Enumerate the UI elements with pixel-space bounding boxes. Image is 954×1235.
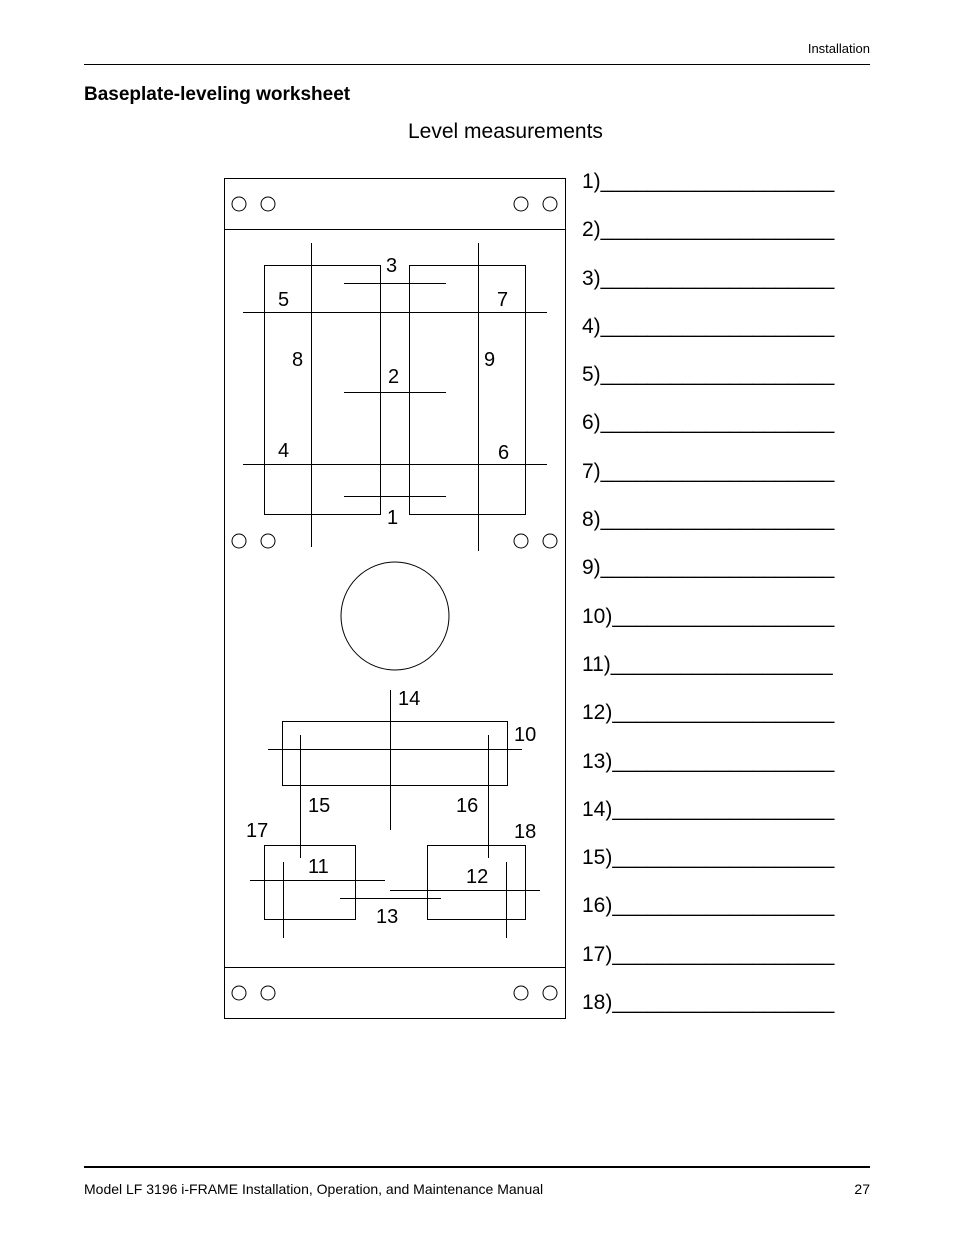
point-label-8: 8 bbox=[292, 349, 304, 371]
measurement-entry-6[interactable]: 6)____________________ bbox=[582, 411, 835, 435]
bolt-hole bbox=[543, 534, 557, 548]
point-label-5: 5 bbox=[278, 289, 290, 311]
measurement-entry-15[interactable]: 15)___________________ bbox=[582, 846, 835, 870]
point-label-1: 1 bbox=[387, 507, 399, 529]
measurement-entry-14[interactable]: 14)___________________ bbox=[582, 797, 835, 821]
bolt-hole bbox=[261, 197, 275, 211]
point-label-13: 13 bbox=[376, 906, 399, 928]
measurement-entry-17[interactable]: 17)___________________ bbox=[582, 942, 835, 966]
measurement-entry-3[interactable]: 3)____________________ bbox=[582, 266, 835, 290]
point-label-11: 11 bbox=[308, 856, 329, 878]
bolt-hole bbox=[261, 986, 275, 1000]
point-label-3: 3 bbox=[386, 255, 398, 277]
footer-manual-title: Model LF 3196 i-FRAME Installation, Operation, and Maintenance Manual bbox=[84, 1181, 544, 1197]
measurement-entry-16[interactable]: 16)___________________ bbox=[582, 894, 835, 918]
point-label-10: 10 bbox=[514, 724, 537, 746]
bolt-hole bbox=[232, 197, 246, 211]
bolt-hole bbox=[261, 534, 275, 548]
measurement-entry-2[interactable]: 2)____________________ bbox=[582, 218, 835, 242]
footer-rule bbox=[84, 1166, 870, 1168]
measurement-entry-4[interactable]: 4)____________________ bbox=[582, 314, 835, 338]
point-label-7: 7 bbox=[497, 289, 509, 311]
measurement-entry-18[interactable]: 18)___________________ bbox=[582, 991, 835, 1015]
point-label-18: 18 bbox=[514, 821, 537, 843]
point-label-15: 15 bbox=[308, 795, 331, 817]
point-label-17: 17 bbox=[246, 820, 269, 842]
measurement-entry-11[interactable]: 11)___________________ bbox=[582, 652, 833, 676]
point-label-6: 6 bbox=[498, 442, 510, 464]
measurement-list bbox=[582, 170, 834, 1039]
bolt-hole bbox=[543, 986, 557, 1000]
point-label-4: 4 bbox=[278, 440, 290, 462]
point-label-9: 9 bbox=[484, 349, 496, 371]
bolt-hole bbox=[232, 534, 246, 548]
bolt-hole bbox=[514, 197, 528, 211]
measurement-entry-5[interactable]: 5)____________________ bbox=[582, 363, 835, 387]
footer-page-number: 27 bbox=[854, 1181, 870, 1197]
measurement-entry-12[interactable]: 12)___________________ bbox=[582, 701, 835, 725]
measurement-entry-7[interactable]: 7)____________________ bbox=[582, 459, 835, 483]
motor-pad-top bbox=[283, 722, 508, 786]
measurement-entry-1[interactable]: 1)____________________ bbox=[582, 170, 835, 193]
header-section-label: Installation bbox=[807, 41, 870, 56]
point-label-12: 12 bbox=[466, 866, 489, 888]
bolt-hole bbox=[514, 534, 528, 548]
section-title: Baseplate-leveling worksheet bbox=[84, 84, 351, 105]
point-label-14: 14 bbox=[398, 688, 421, 710]
bolt-hole bbox=[514, 986, 528, 1000]
measurement-entry-8[interactable]: 8)____________________ bbox=[582, 508, 835, 532]
bolt-hole bbox=[543, 197, 557, 211]
baseplate-outline bbox=[225, 179, 566, 1019]
point-label-16: 16 bbox=[456, 795, 479, 817]
measurement-entry-10[interactable]: 10)___________________ bbox=[582, 604, 835, 628]
measurement-entry-13[interactable]: 13)___________________ bbox=[582, 749, 835, 773]
bolt-hole bbox=[232, 986, 246, 1000]
center-opening bbox=[341, 562, 449, 670]
diagram-title: Level measurements bbox=[408, 120, 603, 143]
point-label-2: 2 bbox=[388, 366, 400, 388]
measurement-entry-9[interactable]: 9)____________________ bbox=[582, 556, 835, 580]
